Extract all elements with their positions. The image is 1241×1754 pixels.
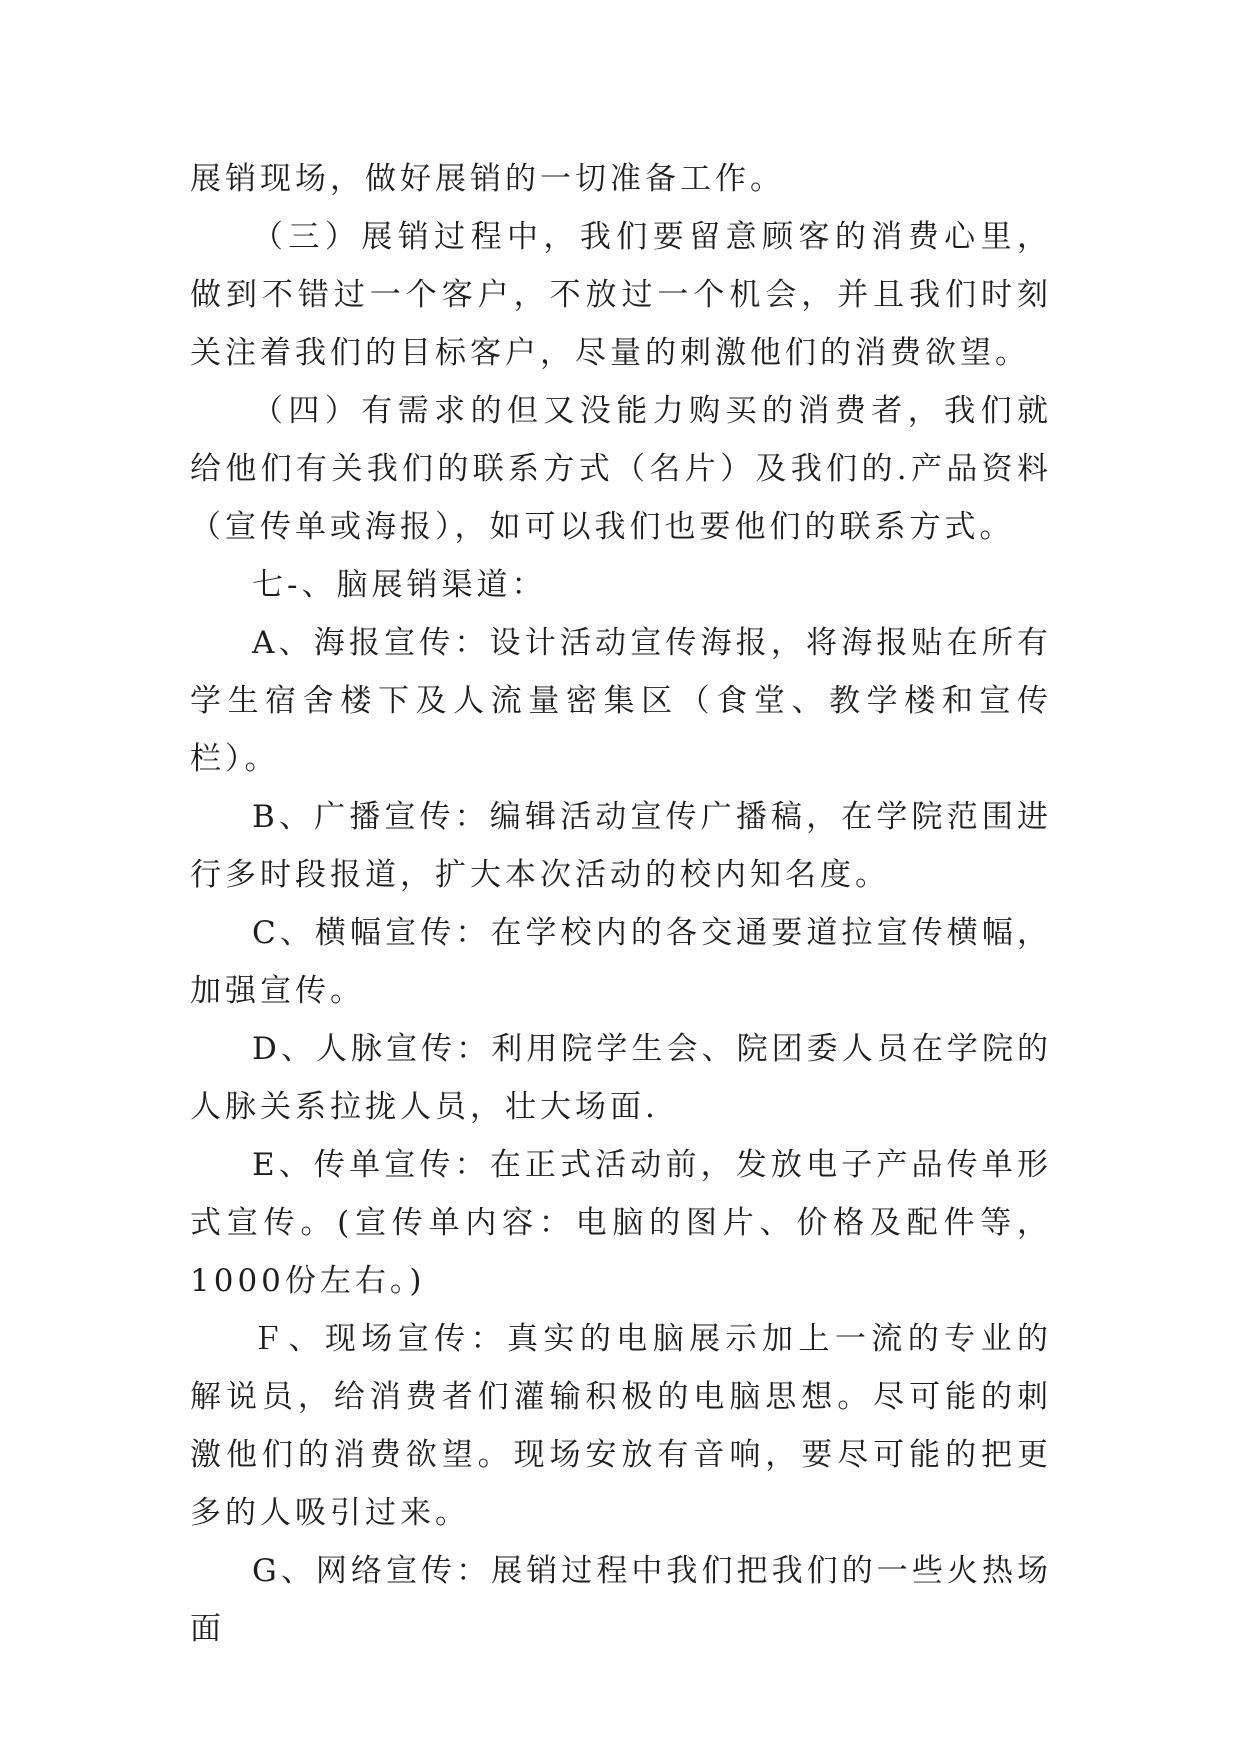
section-heading: 七-、脑展销渠道： [252, 567, 547, 603]
document-body [190, 150, 1052, 1658]
paragraph-g-online: G、网络宣传：展销过程中我们把我们的一些火热场面 [190, 1553, 1052, 1647]
paragraph-d-network: D、人脉宣传：利用院学生会、院团委人员在学院的人脉关系拉拢人员，壮大场面. [190, 1031, 1052, 1125]
paragraph-c-banner: C、横幅宣传：在学校内的各交通要道拉宣传横幅，加强宣传。 [190, 915, 1052, 1009]
paragraph-f-onsite: Ｆ、现场宣传：真实的电脑展示加上一流的专业的解说员，给消费者们灌输积极的电脑思想。尽可能的刺激他们的消费欲望。现场安放有音响，要尽可能的把更多的人吸引过来。 [190, 1321, 1052, 1531]
paragraph-e-flyer: E、传单宣传：在正式活动前，发放电子产品传单形式宣传。(宣传单内容：电脑的图片、价格及配件等，1000份左右。) [190, 1147, 1052, 1299]
paragraph-a-poster: A、海报宣传：设计活动宣传海报，将海报贴在所有学生宿舍楼下及人流量密集区（食堂、教学楼和宣传栏）。 [190, 625, 1052, 777]
paragraph-continuation: 展销现场，做好展销的一切准备工作。 [190, 161, 785, 197]
paragraph-item-4: （四）有需求的但又没能力购买的消费者，我们就给他们有关我们的联系方式（名片）及我们的.产品资料（宣传单或海报），如可以我们也要他们的联系方式。 [190, 393, 1052, 545]
paragraph-b-broadcast: B、广播宣传：编辑活动宣传广播稿，在学院范围进行多时段报道，扩大本次活动的校内知名度。 [190, 799, 1052, 893]
paragraph-item-3: （三）展销过程中，我们要留意顾客的消费心里，做到不错过一个客户，不放过一个机会，并且我们时刻关注着我们的目标客户，尽量的刺激他们的消费欲望。 [190, 219, 1052, 371]
